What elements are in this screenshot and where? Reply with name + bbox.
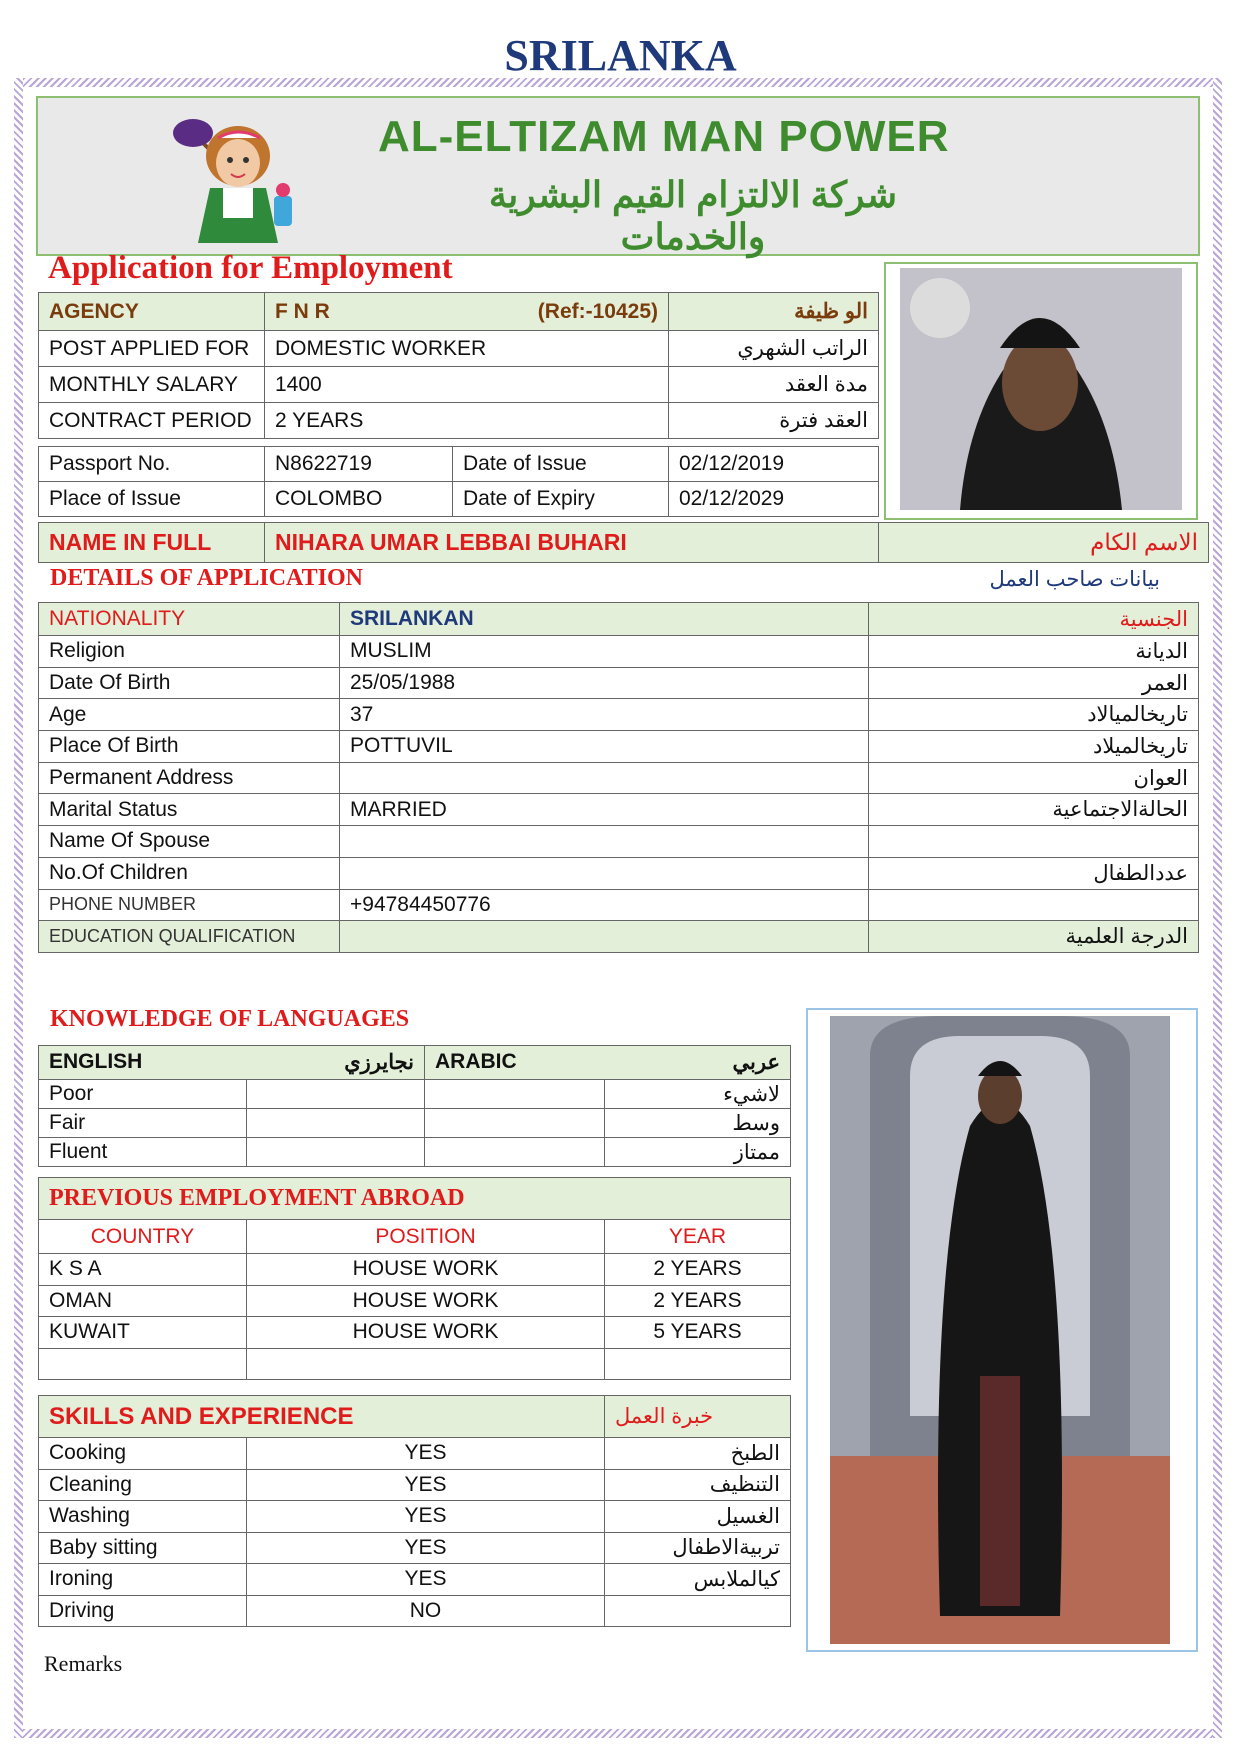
issue-date-value: 02/12/2019: [669, 447, 879, 482]
employment-country: K S A: [39, 1254, 247, 1286]
contract-value: 2 YEARS: [265, 403, 669, 439]
expiry-date-label: Date of Expiry: [453, 482, 669, 517]
detail-label: Name Of Spouse: [39, 826, 340, 858]
applicant-portrait-photo: [900, 268, 1182, 510]
company-name-en: AL-ELTIZAM MAN POWER: [378, 112, 950, 161]
detail-ar: الديانة: [869, 636, 1199, 668]
passport-no-label: Passport No.: [39, 447, 265, 482]
detail-label: Age: [39, 699, 340, 731]
issue-date-label: Date of Issue: [453, 447, 669, 482]
page-title: SRILANKA: [504, 31, 737, 80]
language-level-ar: لاشيء: [605, 1080, 791, 1109]
employment-position: [247, 1348, 605, 1380]
detail-label: Permanent Address: [39, 762, 340, 794]
arabic-header: [425, 1046, 791, 1080]
employment-header: YEAR: [605, 1220, 791, 1254]
details-row: [39, 731, 1199, 763]
english-level-cell: [247, 1080, 425, 1109]
employment-year: 5 YEARS: [605, 1317, 791, 1349]
agency-row: [39, 293, 879, 331]
skill-ar: [605, 1595, 791, 1627]
full-body-photo: [830, 1016, 1170, 1644]
passport-no-value: N8622719: [265, 447, 453, 482]
details-row: [39, 603, 1199, 636]
skill-label: Ironing: [39, 1564, 247, 1596]
detail-label: NATIONALITY: [39, 603, 340, 636]
employment-header: POSITION: [247, 1220, 605, 1254]
detail-ar: تاريخالميالاد: [869, 699, 1199, 731]
reference-number: (Ref:-10425): [537, 299, 658, 323]
detail-value: MUSLIM: [340, 636, 869, 668]
employment-position: HOUSE WORK: [247, 1254, 605, 1286]
details-row: [39, 667, 1199, 699]
contract-ar: العقد فترة: [669, 403, 879, 439]
employment-country: [39, 1348, 247, 1380]
page-border-right: [1213, 78, 1222, 1738]
details-row: [39, 762, 1199, 794]
company-name-ar: شركة الالتزام القيم البشرية والخدمات: [488, 174, 898, 257]
detail-value: [340, 762, 869, 794]
skill-row: [39, 1501, 791, 1533]
detail-ar: الدرجة العلمية: [869, 921, 1199, 953]
salary-value: 1400: [265, 367, 669, 403]
detail-label: Religion: [39, 636, 340, 668]
contract-row: [39, 403, 879, 439]
post-ar: الراتب الشهري: [669, 331, 879, 367]
detail-ar: [869, 889, 1199, 921]
employment-year: 2 YEARS: [605, 1254, 791, 1286]
detail-value: MARRIED: [340, 794, 869, 826]
employment-year: 2 YEARS: [605, 1285, 791, 1317]
post-label: POST APPLIED FOR: [39, 331, 265, 367]
english-label: ENGLISH: [49, 1050, 143, 1073]
skill-value: YES: [247, 1438, 605, 1470]
language-level-row: [39, 1080, 791, 1109]
detail-label: Place Of Birth: [39, 731, 340, 763]
language-level-label: Fluent: [39, 1138, 247, 1167]
skill-row: [39, 1595, 791, 1627]
employment-position: HOUSE WORK: [247, 1317, 605, 1349]
passport-table: [38, 446, 879, 517]
details-row: [39, 889, 1199, 921]
skill-value: NO: [247, 1595, 605, 1627]
details-table: [38, 602, 1199, 953]
skill-label: Baby sitting: [39, 1532, 247, 1564]
name-value: NIHARA UMAR LEBBAI BUHARI: [265, 523, 879, 563]
contract-label: CONTRACT PERIOD: [39, 403, 265, 439]
job-info-table: [38, 292, 879, 439]
place-of-issue-label: Place of Issue: [39, 482, 265, 517]
details-title-ar: بيانات صاحب العمل: [989, 568, 1160, 591]
skill-ar: الغسيل: [605, 1501, 791, 1533]
skill-row: [39, 1532, 791, 1564]
agency-value: F N R: [275, 299, 330, 323]
detail-value: POTTUVIL: [340, 731, 869, 763]
details-row: [39, 826, 1199, 858]
agency-label: AGENCY: [39, 293, 265, 331]
language-level-ar: وسط: [605, 1109, 791, 1138]
details-row: [39, 857, 1199, 889]
arabic-level-cell: [425, 1080, 605, 1109]
detail-value: [340, 921, 869, 953]
agency-cell: [265, 293, 669, 331]
detail-value: 37: [340, 699, 869, 731]
detail-value: [340, 857, 869, 889]
detail-ar: [869, 826, 1199, 858]
skill-ar: كيالملابس: [605, 1564, 791, 1596]
language-level-label: Fair: [39, 1109, 247, 1138]
detail-label: Marital Status: [39, 794, 340, 826]
detail-ar: العمر: [869, 667, 1199, 699]
detail-value: +94784450776: [340, 889, 869, 921]
skills-title: SKILLS AND EXPERIENCE: [39, 1396, 605, 1438]
employment-row: [39, 1285, 791, 1317]
company-banner: [36, 96, 1200, 256]
detail-label: No.Of Children: [39, 857, 340, 889]
employment-row: [39, 1348, 791, 1380]
name-label: NAME IN FULL: [39, 523, 265, 563]
detail-label: Date Of Birth: [39, 667, 340, 699]
employment-header-row: [39, 1220, 791, 1254]
details-row: [39, 699, 1199, 731]
skill-row: [39, 1438, 791, 1470]
arabic-level-cell: [425, 1109, 605, 1138]
detail-value: 25/05/1988: [340, 667, 869, 699]
languages-title: KNOWLEDGE OF LANGUAGES: [50, 1006, 410, 1032]
skill-row: [39, 1564, 791, 1596]
employment-country: KUWAIT: [39, 1317, 247, 1349]
languages-table: [38, 1045, 791, 1167]
page-border-left: [14, 78, 23, 1738]
employment-header: COUNTRY: [39, 1220, 247, 1254]
remarks-label: Remarks: [44, 1651, 123, 1676]
name-ar: الاسم الكام: [879, 523, 1209, 563]
detail-ar: تاريخالميلاد: [869, 731, 1199, 763]
employment-country: OMAN: [39, 1285, 247, 1317]
languages-header-row: [39, 1046, 791, 1080]
employment-table: [38, 1177, 791, 1380]
skill-value: YES: [247, 1564, 605, 1596]
application-title: Application for Employment: [48, 250, 453, 286]
english-header: [39, 1046, 425, 1080]
language-level-label: Poor: [39, 1080, 247, 1109]
salary-label: MONTHLY SALARY: [39, 367, 265, 403]
detail-ar: الحالةالاجتماعية: [869, 794, 1199, 826]
employment-year: [605, 1348, 791, 1380]
arabic-ar: عربي: [732, 1051, 781, 1074]
skills-table: [38, 1395, 791, 1627]
salary-row: [39, 367, 879, 403]
place-of-issue-value: COLOMBO: [265, 482, 453, 517]
language-level-row: [39, 1138, 791, 1167]
skill-row: [39, 1469, 791, 1501]
detail-label: EDUCATION QUALIFICATION: [39, 921, 340, 953]
detail-value: SRILANKAN: [340, 603, 869, 636]
arabic-level-cell: [425, 1138, 605, 1167]
skills-title-ar: خبرة العمل: [605, 1396, 791, 1438]
skill-label: Cleaning: [39, 1469, 247, 1501]
arabic-label: ARABIC: [435, 1050, 517, 1073]
post-row: [39, 331, 879, 367]
detail-ar: الجنسية: [869, 603, 1199, 636]
detail-value: [340, 826, 869, 858]
english-ar: نجايرزي: [344, 1051, 414, 1074]
detail-ar: عددالطفال: [869, 857, 1199, 889]
language-level-ar: ممتاز: [605, 1138, 791, 1167]
salary-ar: مدة العقد: [669, 367, 879, 403]
skill-label: Cooking: [39, 1438, 247, 1470]
detail-ar: العوان: [869, 762, 1199, 794]
english-level-cell: [247, 1109, 425, 1138]
language-level-row: [39, 1109, 791, 1138]
name-table: [38, 522, 1209, 563]
post-value: DOMESTIC WORKER: [265, 331, 669, 367]
skill-value: YES: [247, 1532, 605, 1564]
skill-ar: تربيةالاطفال: [605, 1532, 791, 1564]
english-level-cell: [247, 1138, 425, 1167]
employment-position: HOUSE WORK: [247, 1285, 605, 1317]
details-title: DETAILS OF APPLICATION: [50, 565, 363, 591]
maid-logo: [168, 108, 318, 248]
expiry-date-value: 02/12/2029: [669, 482, 879, 517]
page-border-bottom: [16, 1729, 1222, 1738]
details-row: [39, 636, 1199, 668]
skill-label: Driving: [39, 1595, 247, 1627]
employment-row: [39, 1254, 791, 1286]
employment-title: PREVIOUS EMPLOYMENT ABROAD: [39, 1178, 791, 1220]
skill-value: YES: [247, 1469, 605, 1501]
skill-label: Washing: [39, 1501, 247, 1533]
skill-value: YES: [247, 1501, 605, 1533]
skill-ar: الطبخ: [605, 1438, 791, 1470]
skill-ar: التنظيف: [605, 1469, 791, 1501]
details-row: [39, 794, 1199, 826]
agency-ar: الو ظيفة: [669, 293, 879, 331]
details-row: [39, 921, 1199, 953]
detail-label: PHONE NUMBER: [39, 889, 340, 921]
employment-row: [39, 1317, 791, 1349]
